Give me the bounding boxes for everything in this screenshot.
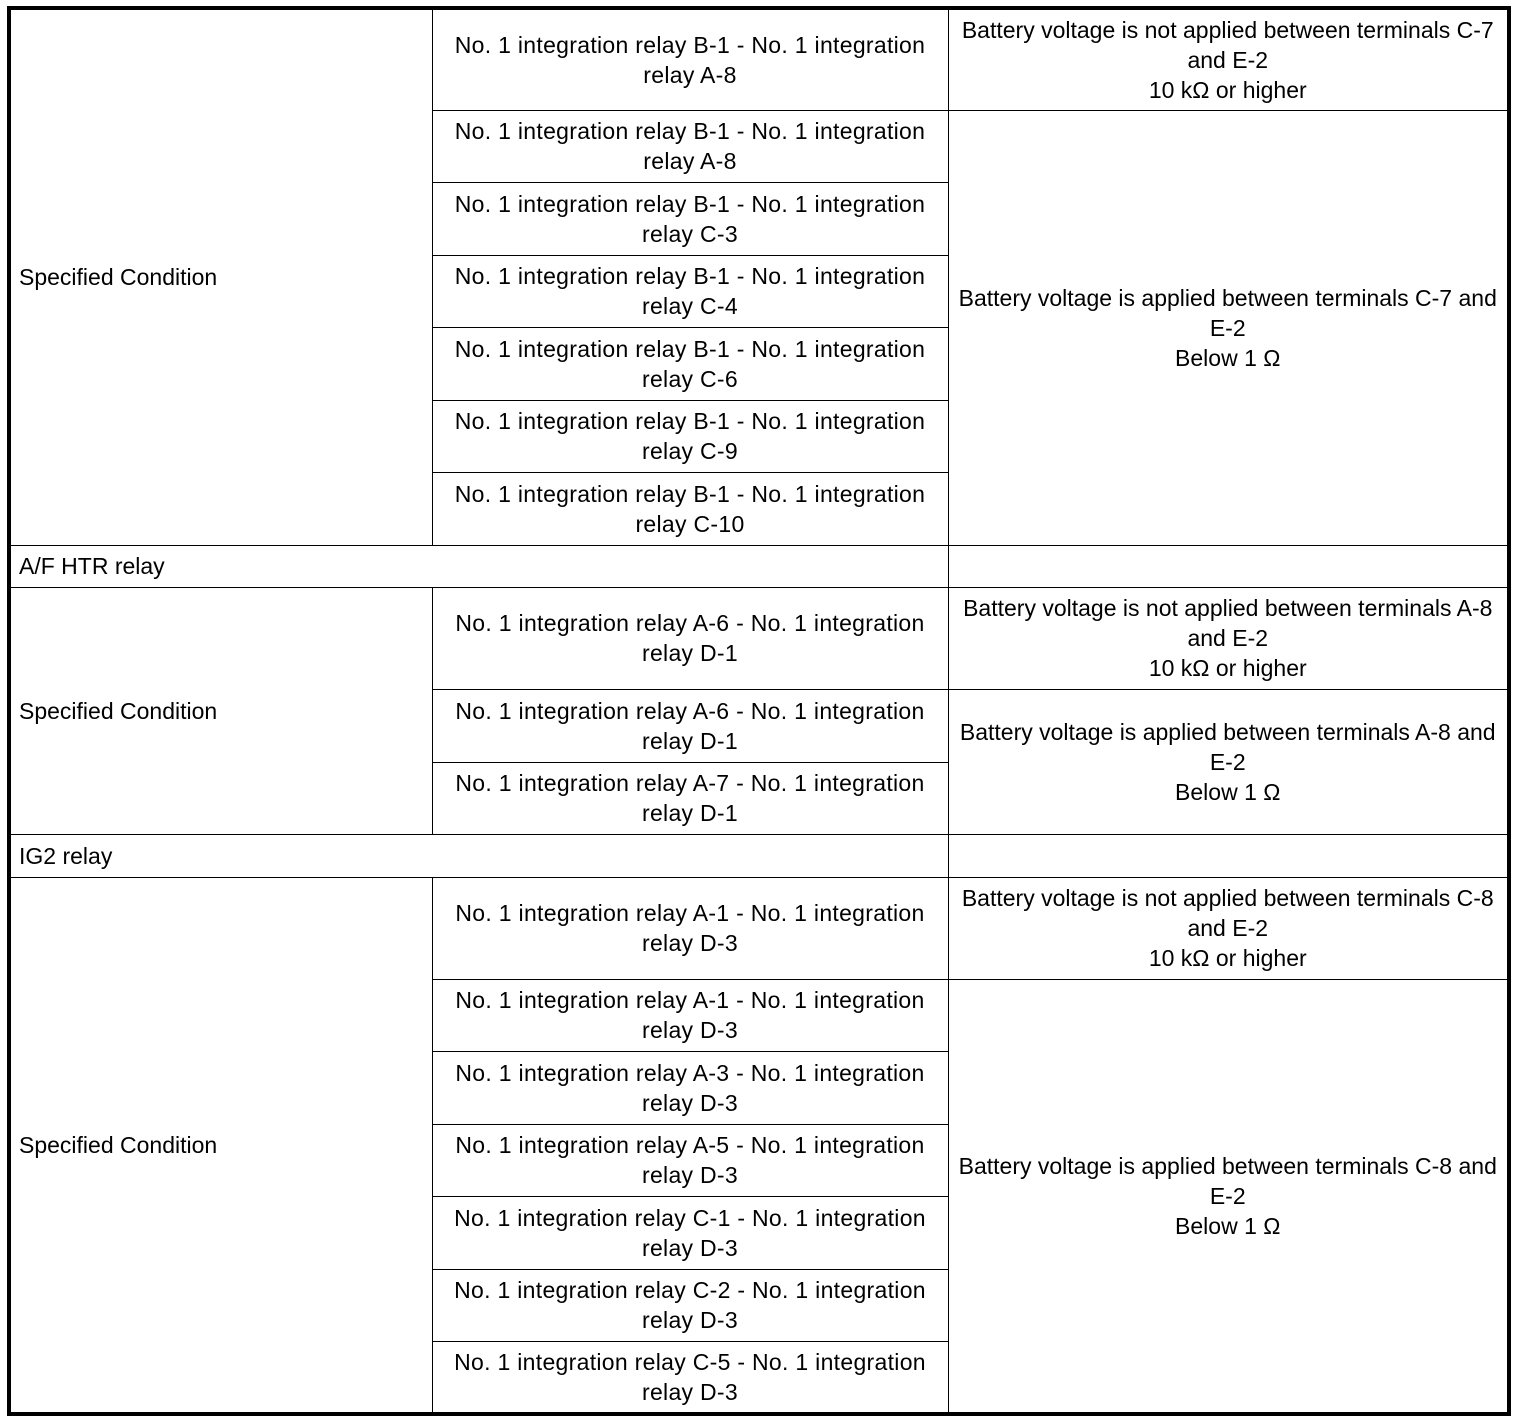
condition-label: Specified Condition <box>9 8 432 545</box>
terminal-pair: No. 1 integration relay B-1 - No. 1 integration relay A-8 <box>432 8 948 110</box>
result-value: Below 1 Ω <box>1175 778 1281 805</box>
result-condition: Battery voltage is not applied between terminals C-7 and E-2 <box>961 16 1494 73</box>
terminal-pair: No. 1 integration relay B-1 - No. 1 integration relay C-4 <box>432 255 948 327</box>
condition-label: Specified Condition <box>9 587 432 834</box>
terminal-pair: No. 1 integration relay A-3 - No. 1 integration relay D-3 <box>432 1051 948 1124</box>
result-condition: Battery voltage is not applied between terminals C-8 and E-2 <box>961 885 1494 941</box>
table-row <box>9 8 1509 110</box>
terminal-pair: No. 1 integration relay B-1 - No. 1 integration relay C-3 <box>432 182 948 255</box>
result-condition: Battery voltage is applied between terminals C-7 and E-2 <box>958 284 1497 341</box>
result-value: Below 1 Ω <box>1175 1212 1281 1239</box>
terminal-pair: No. 1 integration relay A-1 - No. 1 integration relay D-3 <box>432 979 948 1051</box>
terminal-pair: No. 1 integration relay A-1 - No. 1 integration relay D-3 <box>432 877 948 979</box>
table-row <box>9 877 1509 979</box>
result-value: 10 kΩ or higher <box>1148 76 1307 103</box>
terminal-pair: No. 1 integration relay C-1 - No. 1 integration relay D-3 <box>432 1196 948 1269</box>
result-condition: Battery voltage is applied between terminals C-8 and E-2 <box>958 1152 1497 1209</box>
section-row <box>9 545 1509 587</box>
terminal-pair: No. 1 integration relay A-6 - No. 1 integration relay D-1 <box>432 689 948 762</box>
section-empty-cell <box>948 545 1509 587</box>
terminal-pair: No. 1 integration relay A-5 - No. 1 integration relay D-3 <box>432 1124 948 1196</box>
table-row <box>9 587 1509 689</box>
result-cell <box>948 110 1509 545</box>
terminal-pair: No. 1 integration relay C-5 - No. 1 integration relay D-3 <box>432 1341 948 1414</box>
result-condition: Battery voltage is applied between terminals A-8 and E-2 <box>959 718 1496 775</box>
terminal-pair: No. 1 integration relay B-1 - No. 1 integration relay A-8 <box>432 110 948 182</box>
section-title: A/F HTR relay <box>9 545 948 587</box>
result-cell <box>948 689 1509 834</box>
section-empty-cell <box>948 834 1509 877</box>
section-row <box>9 834 1509 877</box>
terminal-pair: No. 1 integration relay C-2 - No. 1 integration relay D-3 <box>432 1269 948 1341</box>
result-condition: Battery voltage is not applied between terminals A-8 and E-2 <box>963 595 1493 651</box>
result-value: 10 kΩ or higher <box>1148 945 1307 971</box>
result-cell <box>948 979 1509 1414</box>
result-cell <box>948 877 1509 979</box>
result-cell <box>948 587 1509 689</box>
section-title: IG2 relay <box>9 834 948 877</box>
result-cell <box>948 8 1509 110</box>
terminal-pair: No. 1 integration relay B-1 - No. 1 integration relay C-6 <box>432 327 948 400</box>
result-value: 10 kΩ or higher <box>1148 655 1307 681</box>
terminal-pair: No. 1 integration relay A-6 - No. 1 integration relay D-1 <box>432 587 948 689</box>
terminal-pair: No. 1 integration relay A-7 - No. 1 integration relay D-1 <box>432 762 948 834</box>
terminal-pair: No. 1 integration relay B-1 - No. 1 integration relay C-9 <box>432 400 948 472</box>
relay-inspection-table <box>7 6 1511 1416</box>
terminal-pair: No. 1 integration relay B-1 - No. 1 integration relay C-10 <box>432 472 948 545</box>
result-value: Below 1 Ω <box>1175 344 1281 371</box>
condition-label: Specified Condition <box>9 877 432 1414</box>
